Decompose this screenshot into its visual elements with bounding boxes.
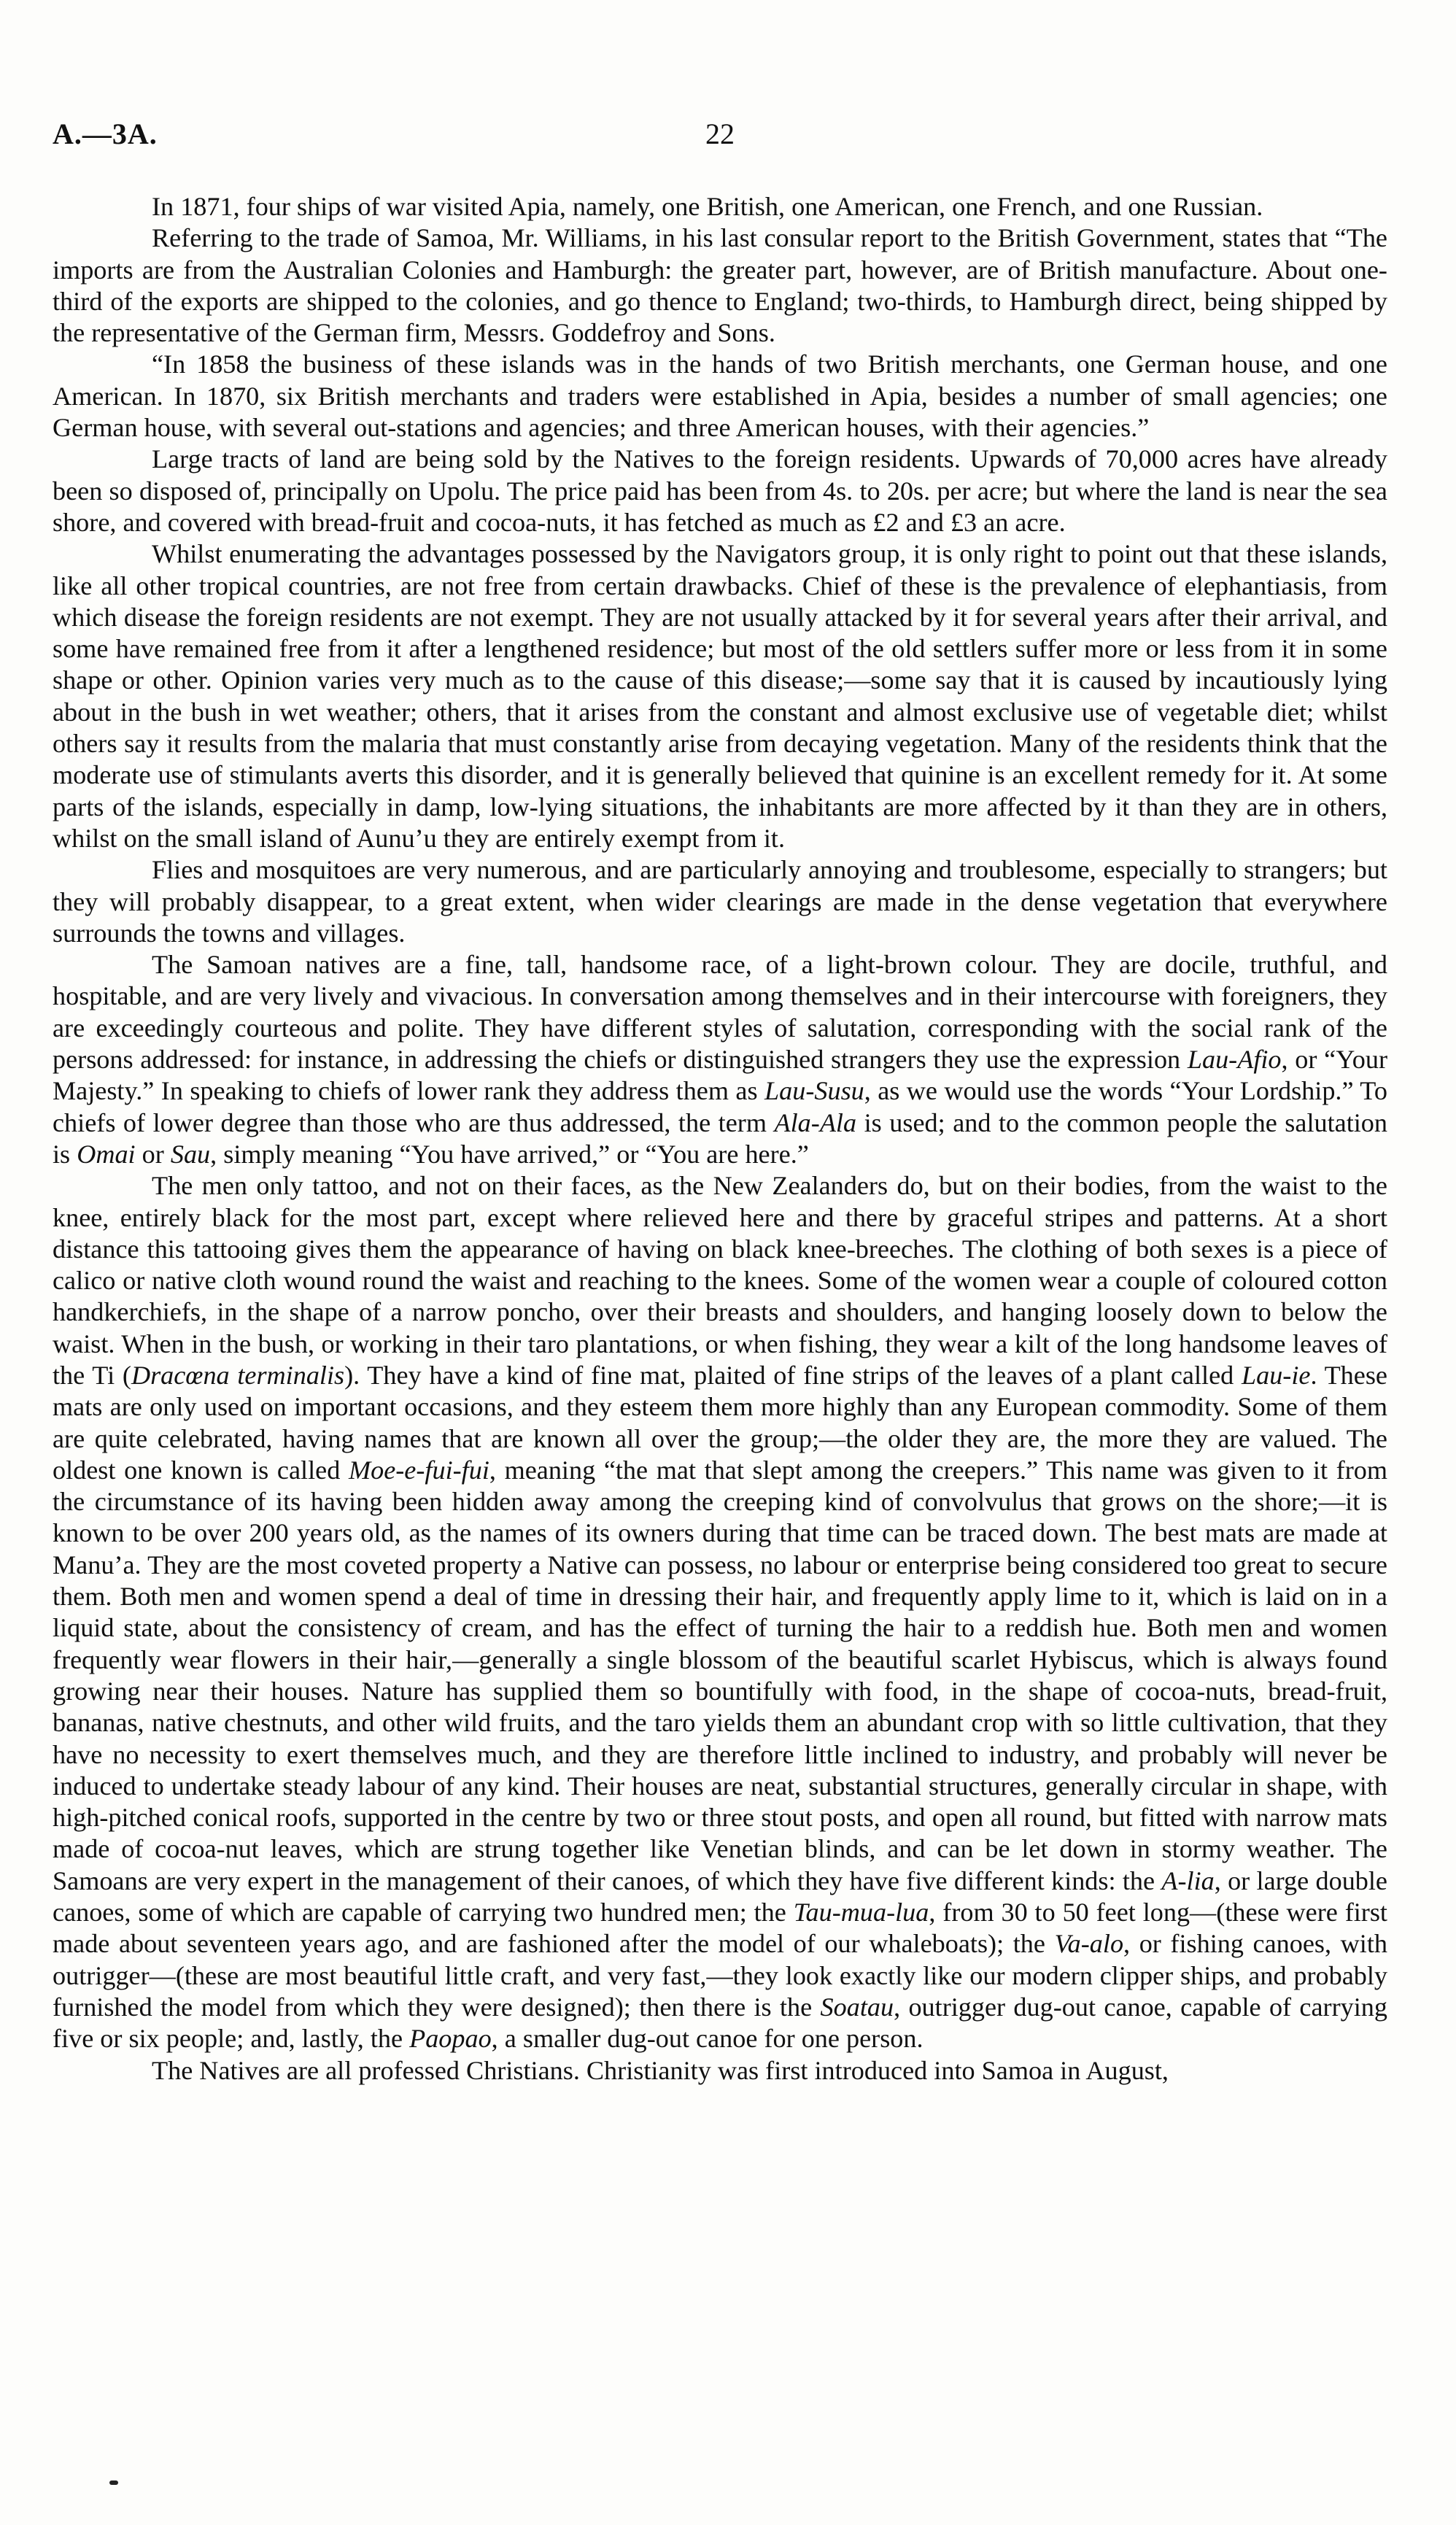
italic-term: Lau-Afio: [1187, 1045, 1282, 1075]
page-number: 22: [705, 117, 735, 150]
italic-term: Paopao: [409, 2024, 492, 2054]
text-run: , simply meaning “You have arrived,” or “You are here.”: [210, 1139, 809, 1169]
document-reference: A.—3A.: [53, 117, 158, 150]
text-run: The Samoan natives are a fine, tall, handsome race, of a light-brown colour. They are docile, truthful, and hospitable, and are very lively and vivacious. In conversation among themselves and in their intercourse with foreigners, they are exceedingly courteous and polite. They have different styles of salutation, corresponding with the social rank of the persons addressed: for instance, in addressing the chiefs or distinguished strangers they use the expression: [53, 950, 1387, 1075]
paragraph: [53, 223, 1387, 349]
italic-term: Soatau: [820, 1992, 894, 2022]
italic-term: Tau-mua-lua: [793, 1898, 929, 1927]
text-run: Flies and mosquitoes are very numerous, and are particularly annoying and troublesome, especially to strangers; but they will probably disappear, to a great extent, when wider clearings are made in the dense vegetation that everywhere surrounds the towns and villages.: [53, 855, 1387, 948]
text-run: The men only tattoo, and not on their faces, as the New Zealanders do, but on their bodies, from the waist to the knee, entirely black for the most part, except where relieved here and there by graceful stripes and patterns. At a short distance this tattooing gives them the appearance of having on black knee-breeches. The clothing of both sexes is a piece of calico or native cloth wound round the waist and reaching to the knees. Some of the women wear a couple of coloured cotton handkerchiefs, in the shape of a narrow poncho, over their breasts and shoulders, and hanging loosely down to below the waist. When in the bush, or working in their taro plantations, or when fishing, they wear a kilt of the long handsome leaves of the Ti (: [53, 1171, 1387, 1390]
paragraph: [53, 191, 1387, 223]
text-run: Referring to the trade of Samoa, Mr. Williams, in his last consular report to the British Government, states that “The imports are from the Australian Colonies and Hamburgh: the greater part, however, are of British manufacture. About one-third of the exports are shipped to the colonies, and go thence to England; two-thirds, to Hamburgh direct, being shipped by the representative of the German firm, Messrs. Goddefroy and Sons.: [53, 223, 1387, 348]
italic-term: Dracœna terminalis: [131, 1360, 345, 1390]
paragraph: [53, 854, 1387, 949]
text-run: , from 30 to 50 feet long—(these were first made about seventeen years ago, and are fashioned after the model of our whaleboats); the: [53, 1898, 1387, 1959]
paragraph: [53, 444, 1387, 538]
italic-term: Ala-Ala: [774, 1107, 857, 1137]
paragraph: [53, 538, 1387, 854]
text-run: Whilst enumerating the advantages possessed by the Navigators group, it is only right to point out that these islands, like all other tropical countries, are not free from certain drawbacks. Chief of these is the prevalence of elephantiasis, from which disease the foreign residents are not exempt. They are not usually attacked by it for several years after their arrival, and some have remained free from it after a lengthened residence; but most of the old settlers suffer more or less from it in some shape or other. Opinion varies very much as to the cause of this disease;—some say that it is caused by incautiously lying about in the bush in wet weather; others, that it arises from the constant and almost exclusive use of vegetable diet; whilst others say it results from the malaria that must constantly arise from decaying vegetation. Many of the residents think that the moderate use of stimulants averts this disorder, and it is generally believed that quinine is an excellent remedy for it. At some parts of the islands, especially in damp, low-lying situations, the inhabitants are more affected by it than they are in others, whilst on the small island of Aunu’u they are entirely exempt from it.: [53, 539, 1387, 853]
text-run: , or “Your Majesty.” In speaking to chiefs of lower rank they address them as: [53, 1045, 1387, 1106]
text-run: , or fishing canoes, with outrigger—(these are most beautiful little craft, and very fast,—they look exactly like our modern clipper ships, and probably furnished the model from which they were designed); then there is the: [53, 1929, 1387, 2022]
text-run: or: [135, 1139, 171, 1169]
text-run: , meaning “the mat that slept among the creepers.” This name was given to it from the circumstance of its having been hidden away among the creeping kind of convolvulus that grows on the shore;—it is known to be over 200 years old, as the names of its owners during that time can be traced down. The best mats are made at Manu’a. They are the most coveted property a Native can possess, no labour or enterprise being considered too great to secure them. Both men and women spend a deal of time in dressing their hair, and frequently apply lime to it, which is laid on in a liquid state, about the consistency of cream, and has the effect of turning the hair to a reddish hue. Both men and women frequently wear flowers in their hair,—generally a single blossom of the beautiful scarlet Hybiscus, which is always found growing near their houses. Nature has supplied them so bountifully with food, in the shape of cocoa-nuts, bread-fruit, bananas, native chestnuts, and other wild fruits, and the taro yields them an abundant crop with so little cultivation, that they have no necessity to exert themselves much, and they are therefore little inclined to industry, and probably will never be induced to undertake steady labour of any kind. Their houses are neat, substantial structures, generally circular in shape, with high-pitched conical roofs, supported in the centre by two or three stout posts, and open all round, but fitted with narrow mats made of cocoa-nut leaves, which are strung together like Venetian blinds, and can be let down in stormy weather. The Samoans are very expert in the management of their canoes, of which they have five different kinds: the: [53, 1455, 1387, 1895]
page-header: [53, 117, 1387, 163]
text-run: is used; and to the common people the salutation is: [53, 1107, 1387, 1169]
text-run: , or large double canoes, some of which are capable of carrying two hundred men; the: [53, 1865, 1387, 1927]
italic-term: Lau-ie: [1241, 1360, 1311, 1390]
ink-speck: [109, 2480, 118, 2485]
italic-term: Va-alo: [1054, 1929, 1124, 1959]
italic-term: A-lia: [1161, 1865, 1215, 1895]
paragraph: [53, 2055, 1387, 2087]
text-run: ). They have a kind of fine mat, plaited of fine strips of the leaves of a plant called: [344, 1360, 1242, 1390]
italic-term: Moe-e-fui-fui: [348, 1455, 489, 1485]
paragraph: [53, 349, 1387, 444]
text-run: , outrigger dug-out canoe, capable of carrying five or six people; and, lastly, the: [53, 1992, 1387, 2054]
text-run: “In 1858 the business of these islands was in the hands of two British merchants, one German house, and one American. In 1870, six British merchants and traders were established in Apia, besides a number of small agencies; one German house, with several out-stations and agencies; and three American houses, with their agencies.”: [53, 349, 1387, 443]
paragraph: [53, 1170, 1387, 2054]
text-run: Large tracts of land are being sold by the Natives to the foreign residents. Upwards of 70,000 acres have already been so disposed of, principally on Upolu. The price paid has been from 4s. to 20s. per acre; but where the land is near the sea shore, and covered with bread-fruit and cocoa-nuts, it has fetched as much as £2 and £3 an acre.: [53, 444, 1387, 537]
italic-term: Sau: [170, 1139, 211, 1169]
text-run: . These mats are only used on important occasions, and they esteem them more highly than any European commodity. Some of them are quite celebrated, having names that are known all over the group;—the older they are, the more they are valued. The oldest one known is called: [53, 1360, 1387, 1485]
text-run: , a smaller dug-out canoe for one person.: [491, 2024, 923, 2054]
paragraph: [53, 949, 1387, 1170]
text-run: , as we would use the words “Your Lordship.” To chiefs of lower degree than those who are thus addressed, the term: [53, 1076, 1387, 1137]
italic-term: Omai: [77, 1139, 136, 1169]
body-text: [53, 191, 1387, 2087]
italic-term: Lau-Susu: [764, 1076, 864, 1106]
text-run: In 1871, four ships of war visited Apia, namely, one British, one American, one French, and one Russian.: [152, 192, 1263, 221]
text-run: The Natives are all professed Christians. Christianity was first introduced into Samoa in August,: [152, 2055, 1169, 2085]
